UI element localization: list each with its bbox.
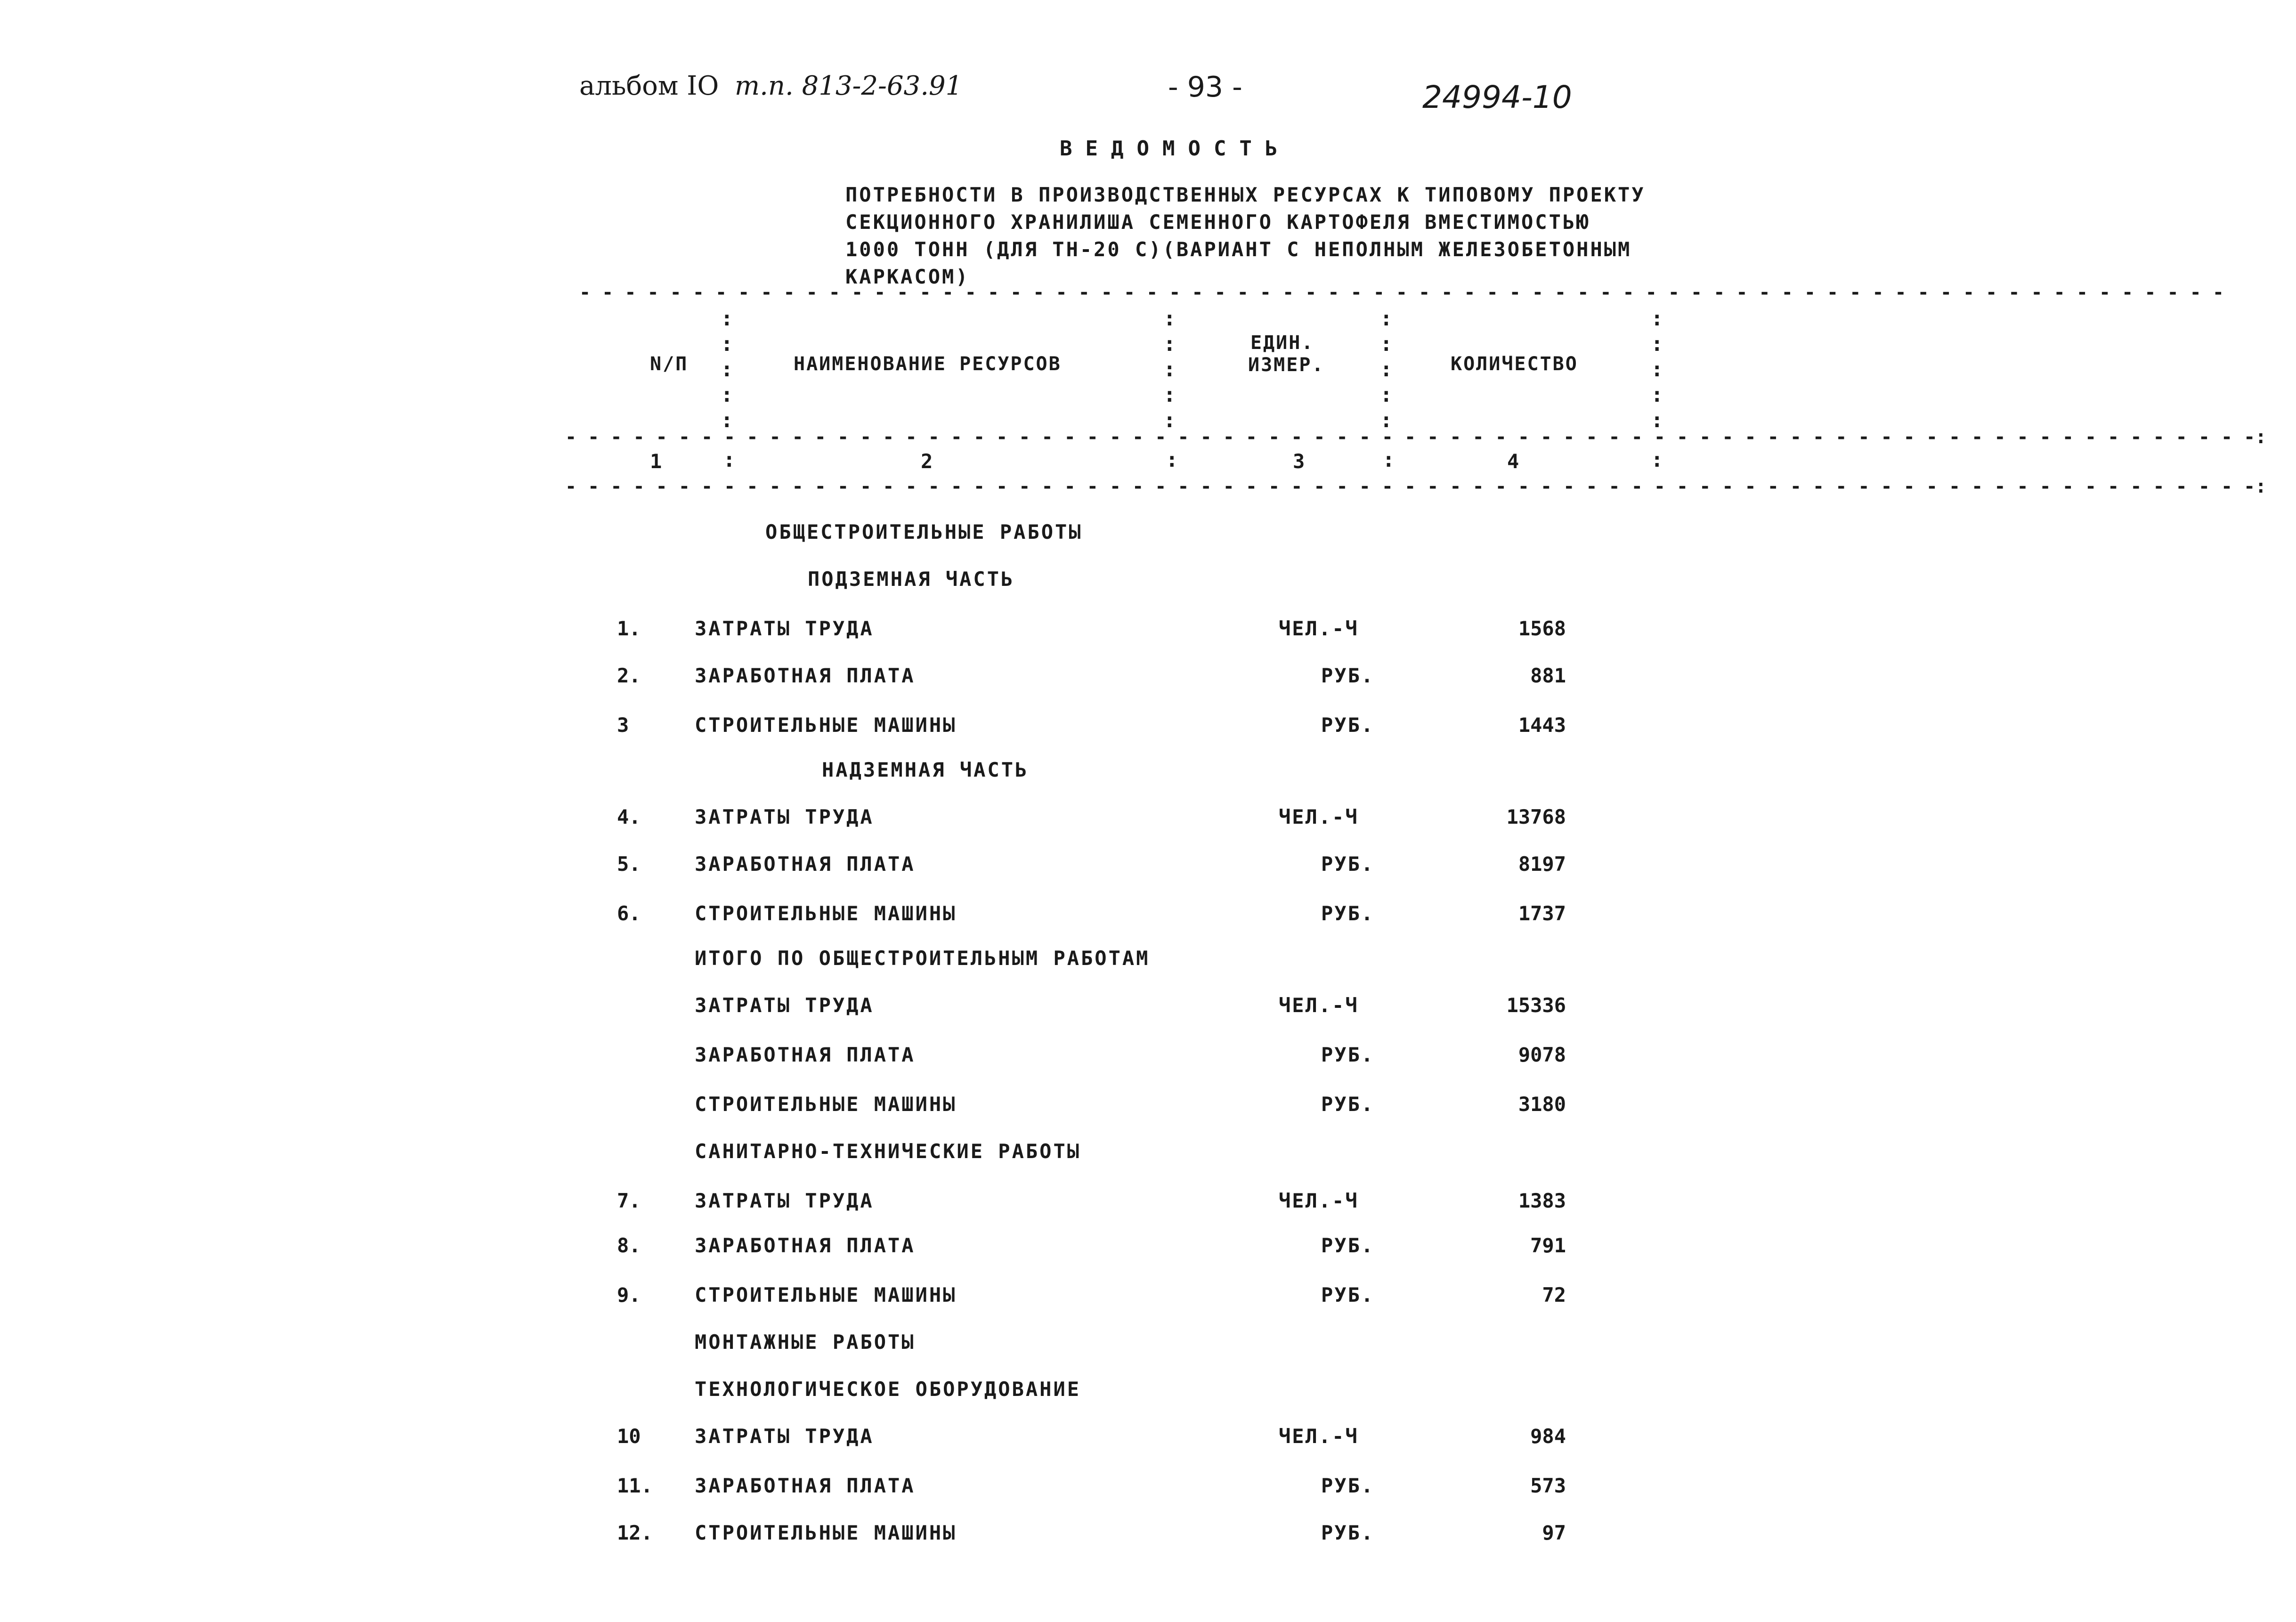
header-divider: - - - - - - - - - - - - - - - - - - - - - - - - - - - - - - - - - - - - - - - - - - - - - - - - - - - - - - - - - - - - - - - - - - - - - - - - - - -: (565, 426, 2267, 448)
group-label: МОНТАЖНЫЕ РАБОТЫ (695, 1330, 916, 1354)
resource-name: ЗАРАБОТНАЯ ПЛАТА (695, 1043, 916, 1066)
unit-of-measure: ЧЕЛ.-Ч (1279, 617, 1359, 640)
header-bottom-rule: - - - - - - - - - - - - - - - - - - - - - - - - - - - - - - - - - - - - - - - - - - - - - - - - - - - - - - - - - - - - - - - - - - - - - - - - - - -: (565, 476, 2267, 497)
row-number: 11. (617, 1474, 653, 1497)
resource-name: ЗАТРАТЫ ТРУДА (695, 994, 874, 1017)
column-header-unit-line1: ЕДИН. (1250, 332, 1314, 354)
row-number: 5. (617, 852, 641, 876)
column-header-qty: КОЛИЧЕСТВО (1451, 353, 1578, 375)
resource-name: ЗАРАБОТНАЯ ПЛАТА (695, 1234, 916, 1257)
subsection-heading: НАДЗЕМНАЯ ЧАСТЬ (822, 758, 1029, 781)
quantity-value: 1568 (1518, 617, 1566, 640)
row-number: 9. (617, 1283, 641, 1306)
column-separator: : : : : : (721, 307, 733, 432)
column-separator: : (723, 448, 736, 472)
row-number: 4. (617, 805, 641, 828)
column-separator: : : : : : (1380, 307, 1393, 432)
column-separator: : (1651, 448, 1663, 472)
column-number-3: 3 (1293, 450, 1305, 473)
resource-name: ЗАТРАТЫ ТРУДА (695, 617, 874, 640)
quantity-value: 1443 (1518, 714, 1566, 737)
quantity-value: 97 (1542, 1521, 1566, 1544)
row-number: 1. (617, 617, 641, 640)
column-number-4: 4 (1507, 450, 1519, 473)
document-number: 24994-10 (1422, 79, 1572, 115)
page-number: - 93 - (1168, 71, 1242, 104)
subsection-heading: ПОДЗЕМНАЯ ЧАСТЬ (808, 568, 1015, 591)
unit-of-measure: РУБ. (1321, 1474, 1375, 1497)
row-number: 10 (617, 1425, 641, 1448)
resource-name: СТРОИТЕЛЬНЫЕ МАШИНЫ (695, 1521, 957, 1544)
section-heading: ОБЩЕСТРОИТЕЛЬНЫЕ РАБОТЫ (765, 520, 1083, 543)
group-label: ТЕХНОЛОГИЧЕСКОЕ ОБОРУДОВАНИЕ (695, 1378, 1081, 1401)
column-number-1: 1 (650, 450, 662, 473)
column-separator: : : : : : (1163, 307, 1176, 432)
quantity-value: 72 (1542, 1283, 1566, 1306)
unit-of-measure: РУБ. (1321, 1043, 1375, 1066)
row-number: 6. (617, 902, 641, 925)
quantity-value: 573 (1530, 1474, 1566, 1497)
row-number: 3 (617, 714, 629, 737)
row-number: 8. (617, 1234, 641, 1257)
unit-of-measure: РУБ. (1321, 1234, 1375, 1257)
quantity-value: 8197 (1518, 852, 1566, 876)
quantity-value: 15336 (1506, 994, 1566, 1017)
group-label: ИТОГО ПО ОБЩЕСТРОИТЕЛЬНЫМ РАБОТАМ (695, 947, 1150, 970)
album-label: альбом IO (579, 71, 719, 101)
quantity-value: 1737 (1518, 902, 1566, 925)
resource-name: СТРОИТЕЛЬНЫЕ МАШИНЫ (695, 1093, 957, 1116)
document-subtitle: ПОТРЕБНОСТИ В ПРОИЗВОДСТВЕННЫХ РЕСУРСАХ К ТИПОВОМУ ПРОЕКТУ СЕКЦИОННОГО ХРАНИЛИША СЕМЕННОГО КАРТОФЕЛЯ ВМЕСТИМОСТЬЮ 1000 ТОНН (ДЛЯ ТН-20 С)(ВАРИАНТ С НЕПОЛНЫМ ЖЕЛЕЗОБЕТОННЫМ КАРКАСОМ) (845, 183, 1646, 288)
column-number-2: 2 (921, 450, 933, 473)
resource-name: ЗАРАБОТНАЯ ПЛАТА (695, 852, 916, 876)
resource-name: СТРОИТЕЛЬНЫЕ МАШИНЫ (695, 1283, 957, 1306)
unit-of-measure: ЧЕЛ.-Ч (1279, 1189, 1359, 1212)
column-header-num: N/П (650, 353, 689, 375)
quantity-value: 13768 (1506, 805, 1566, 828)
unit-of-measure: РУБ. (1321, 1093, 1375, 1116)
quantity-value: 881 (1530, 664, 1566, 687)
resource-name: СТРОИТЕЛЬНЫЕ МАШИНЫ (695, 902, 957, 925)
unit-of-measure: РУБ. (1321, 852, 1375, 876)
resource-name: ЗАТРАТЫ ТРУДА (695, 1425, 874, 1448)
row-number: 2. (617, 664, 641, 687)
quantity-value: 1383 (1518, 1189, 1566, 1212)
unit-of-measure: РУБ. (1321, 714, 1375, 737)
document-title: ВЕДОМОСТЬ (1060, 137, 1291, 161)
table-top-rule: - - - - - - - - - - - - - - - - - - - - - - - - - - - - - - - - - - - - - - - - - - - - - - - - - - - - - - - - - - - - - - - - - - - - - - - - - (579, 282, 2224, 303)
row-number: 12. (617, 1521, 653, 1544)
quantity-value: 791 (1530, 1234, 1566, 1257)
column-separator: : : : : : (1651, 307, 1663, 432)
unit-of-measure: РУБ. (1321, 1283, 1375, 1306)
group-label: САНИТАРНО-ТЕХНИЧЕСКИЕ РАБОТЫ (695, 1140, 1081, 1163)
resource-name: ЗАТРАТЫ ТРУДА (695, 1189, 874, 1212)
resource-name: СТРОИТЕЛЬНЫЕ МАШИНЫ (695, 714, 957, 737)
column-separator: : (1382, 448, 1395, 472)
unit-of-measure: РУБ. (1321, 1521, 1375, 1544)
resource-name: ЗАРАБОТНАЯ ПЛАТА (695, 664, 916, 687)
unit-of-measure: ЧЕЛ.-Ч (1279, 805, 1359, 828)
resource-name: ЗАТРАТЫ ТРУДА (695, 805, 874, 828)
quantity-value: 9078 (1518, 1043, 1566, 1066)
unit-of-measure: РУБ. (1321, 902, 1375, 925)
unit-of-measure: РУБ. (1321, 664, 1375, 687)
column-header-unit-line2: ИЗМЕР. (1248, 354, 1325, 376)
row-number: 7. (617, 1189, 641, 1212)
unit-of-measure: ЧЕЛ.-Ч (1279, 994, 1359, 1017)
column-header-name: НАИМЕНОВАНИЕ РЕСУРСОВ (794, 353, 1062, 375)
unit-of-measure: ЧЕЛ.-Ч (1279, 1425, 1359, 1448)
resource-name: ЗАРАБОТНАЯ ПЛАТА (695, 1474, 916, 1497)
quantity-value: 3180 (1518, 1093, 1566, 1116)
project-code: т.п. 813-2-63.91 (735, 71, 963, 101)
quantity-value: 984 (1530, 1425, 1566, 1448)
column-separator: : (1166, 448, 1178, 472)
